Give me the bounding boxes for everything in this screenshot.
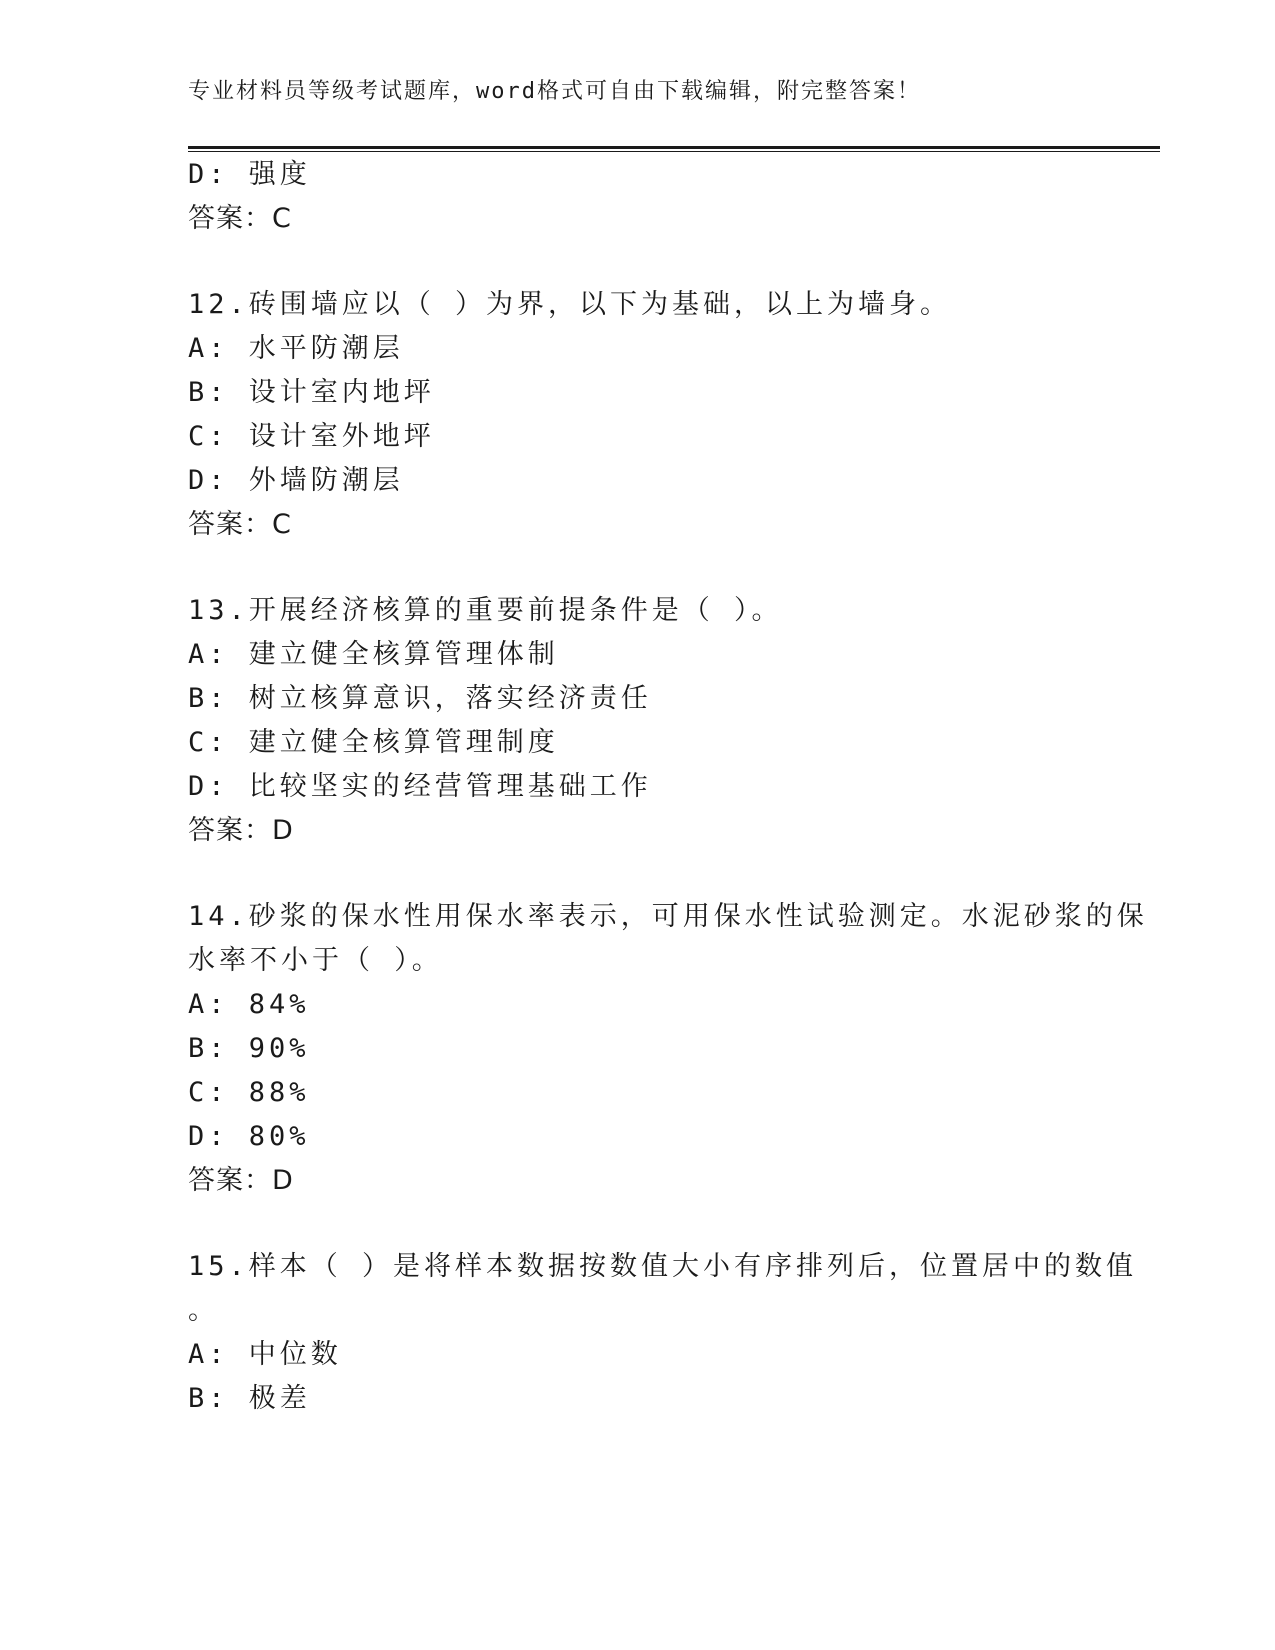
question-12-stem: 12.砖围墙应以（ ）为界，以下为基础，以上为墙身。 [188,289,952,320]
question-14-stem-line-2: 水率不小于（ ）。 [188,945,443,976]
question-14-option-b: B: 90% [188,1033,310,1064]
question-13-option-b: B: 树立核算意识，落实经济责任 [188,683,652,714]
page-header: 专业材料员等级考试题库，word格式可自由下载编辑，附完整答案！ [188,79,921,104]
prev-question-answer: 答案：C [188,203,292,234]
question-13-option-c: C: 建立健全核算管理制度 [188,727,559,758]
question-14-stem-line-1: 14.砂浆的保水性用保水率表示，可用保水性试验测定。水泥砂浆的保 [188,901,1148,932]
question-12-option-d: D: 外墙防潮层 [188,465,404,496]
question-14-option-a: A: 84% [188,989,310,1020]
header-divider-thin [188,151,1160,152]
question-13-option-a: A: 建立健全核算管理体制 [188,639,559,670]
question-12-answer: 答案：C [188,509,292,540]
question-12-option-a: A: 水平防潮层 [188,333,404,364]
question-15-option-b: B: 极差 [188,1383,311,1414]
question-15-stem-line-2: 。 [188,1295,219,1326]
question-15-option-a: A: 中位数 [188,1339,342,1370]
prev-question-option-d: D: 强度 [188,159,311,190]
question-14-option-d: D: 80% [188,1121,310,1152]
question-13-stem: 13.开展经济核算的重要前提条件是（ ）。 [188,595,783,626]
question-12-option-c: C: 设计室外地坪 [188,421,435,452]
header-divider-thick [188,146,1160,149]
question-13-answer: 答案：D [188,815,294,846]
question-14-option-c: C: 88% [188,1077,310,1108]
question-13-option-d: D: 比较坚实的经营管理基础工作 [188,771,652,802]
question-12-option-b: B: 设计室内地坪 [188,377,435,408]
question-14-answer: 答案：D [188,1165,294,1196]
question-15-stem-line-1: 15.样本（ ）是将样本数据按数值大小有序排列后，位置居中的数值 [188,1251,1138,1282]
